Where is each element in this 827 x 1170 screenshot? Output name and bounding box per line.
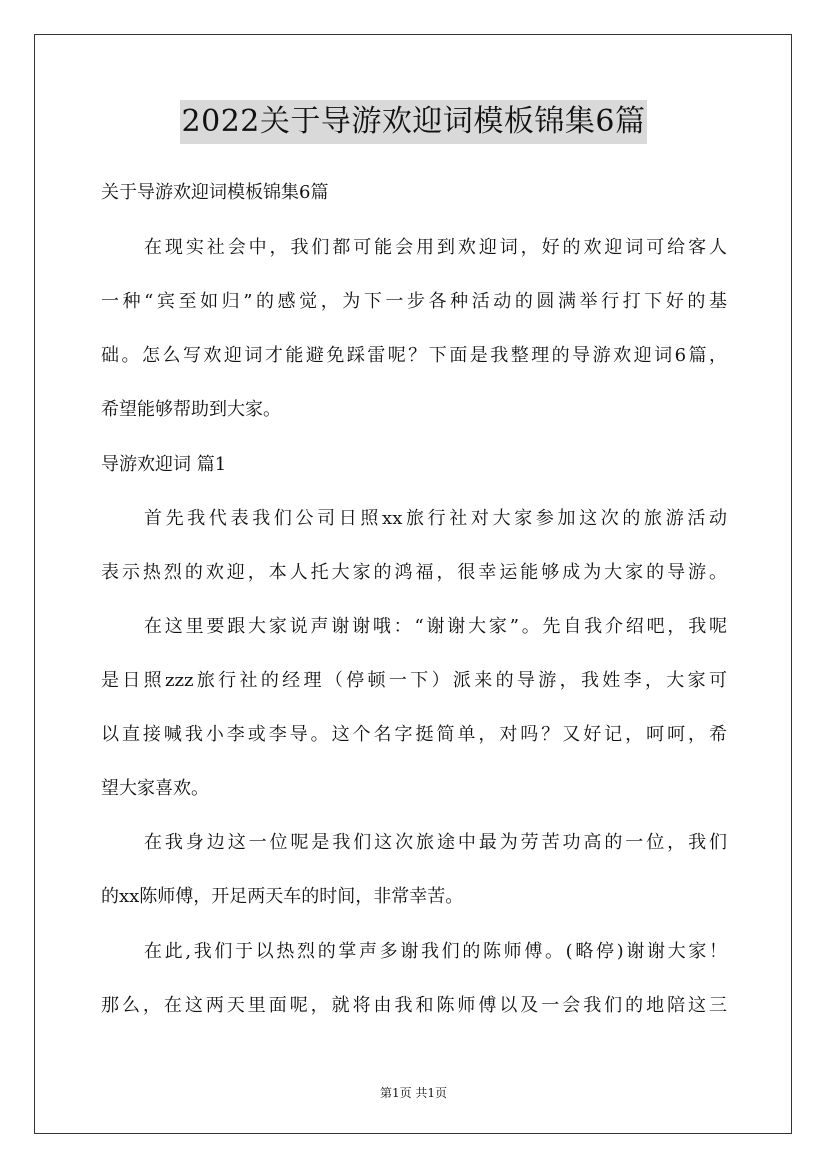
paragraph-line: 一种“宾至如归”的感觉，为下一步各种活动的圆满举行打下好的基 [101,291,727,312]
paragraph-line: 以直接喊我小李或李导。这个名字挺简单，对吗？又好记，呵呵，希 [101,724,727,745]
paragraph-line: 那么，在这两天里面呢，就将由我和陈师傅以及一会我们的地陪这三 [101,995,727,1016]
document-title: 2022关于导游欢迎词模板锦集6篇 [180,100,648,144]
subtitle-line: 关于导游欢迎词模板锦集6篇 [101,182,329,203]
paragraph-line: 希望能够帮助到大家。 [101,399,281,420]
title-container [0,100,827,144]
paragraph-line: 在现实社会中，我们都可能会用到欢迎词，好的欢迎词可给客人 [144,237,727,258]
paragraph-line: 望大家喜欢。 [101,778,209,799]
paragraph-line: 表示热烈的欢迎，本人托大家的鸿福，很幸运能够成为大家的导游。 [101,562,727,583]
paragraph-line: 首先我代表我们公司日照xx旅行社对大家参加这次的旅游活动 [144,508,727,529]
paragraph-line: 础。怎么写欢迎词才能避免踩雷呢？下面是我整理的导游欢迎词6篇， [101,345,727,366]
paragraph-line: 在此,我们于以热烈的掌声多谢我们的陈师傅。(略停)谢谢大家！ [144,941,727,962]
section-heading: 导游欢迎词 篇1 [101,454,227,475]
page-number: 第1页 共1页 [379,1086,448,1100]
paragraph-line: 在我身边这一位呢是我们这次旅途中最为劳苦功高的一位，我们 [144,832,727,853]
paragraph-line: 是日照zzz旅行社的经理（停顿一下）派来的导游，我姓李，大家可 [101,670,727,691]
paragraph-line: 的xx陈师傅，开足两天车的时间，非常幸苦。 [101,886,464,907]
paragraph-line: 在这里要跟大家说声谢谢哦：“谢谢大家”。先自我介绍吧，我呢 [144,616,727,637]
